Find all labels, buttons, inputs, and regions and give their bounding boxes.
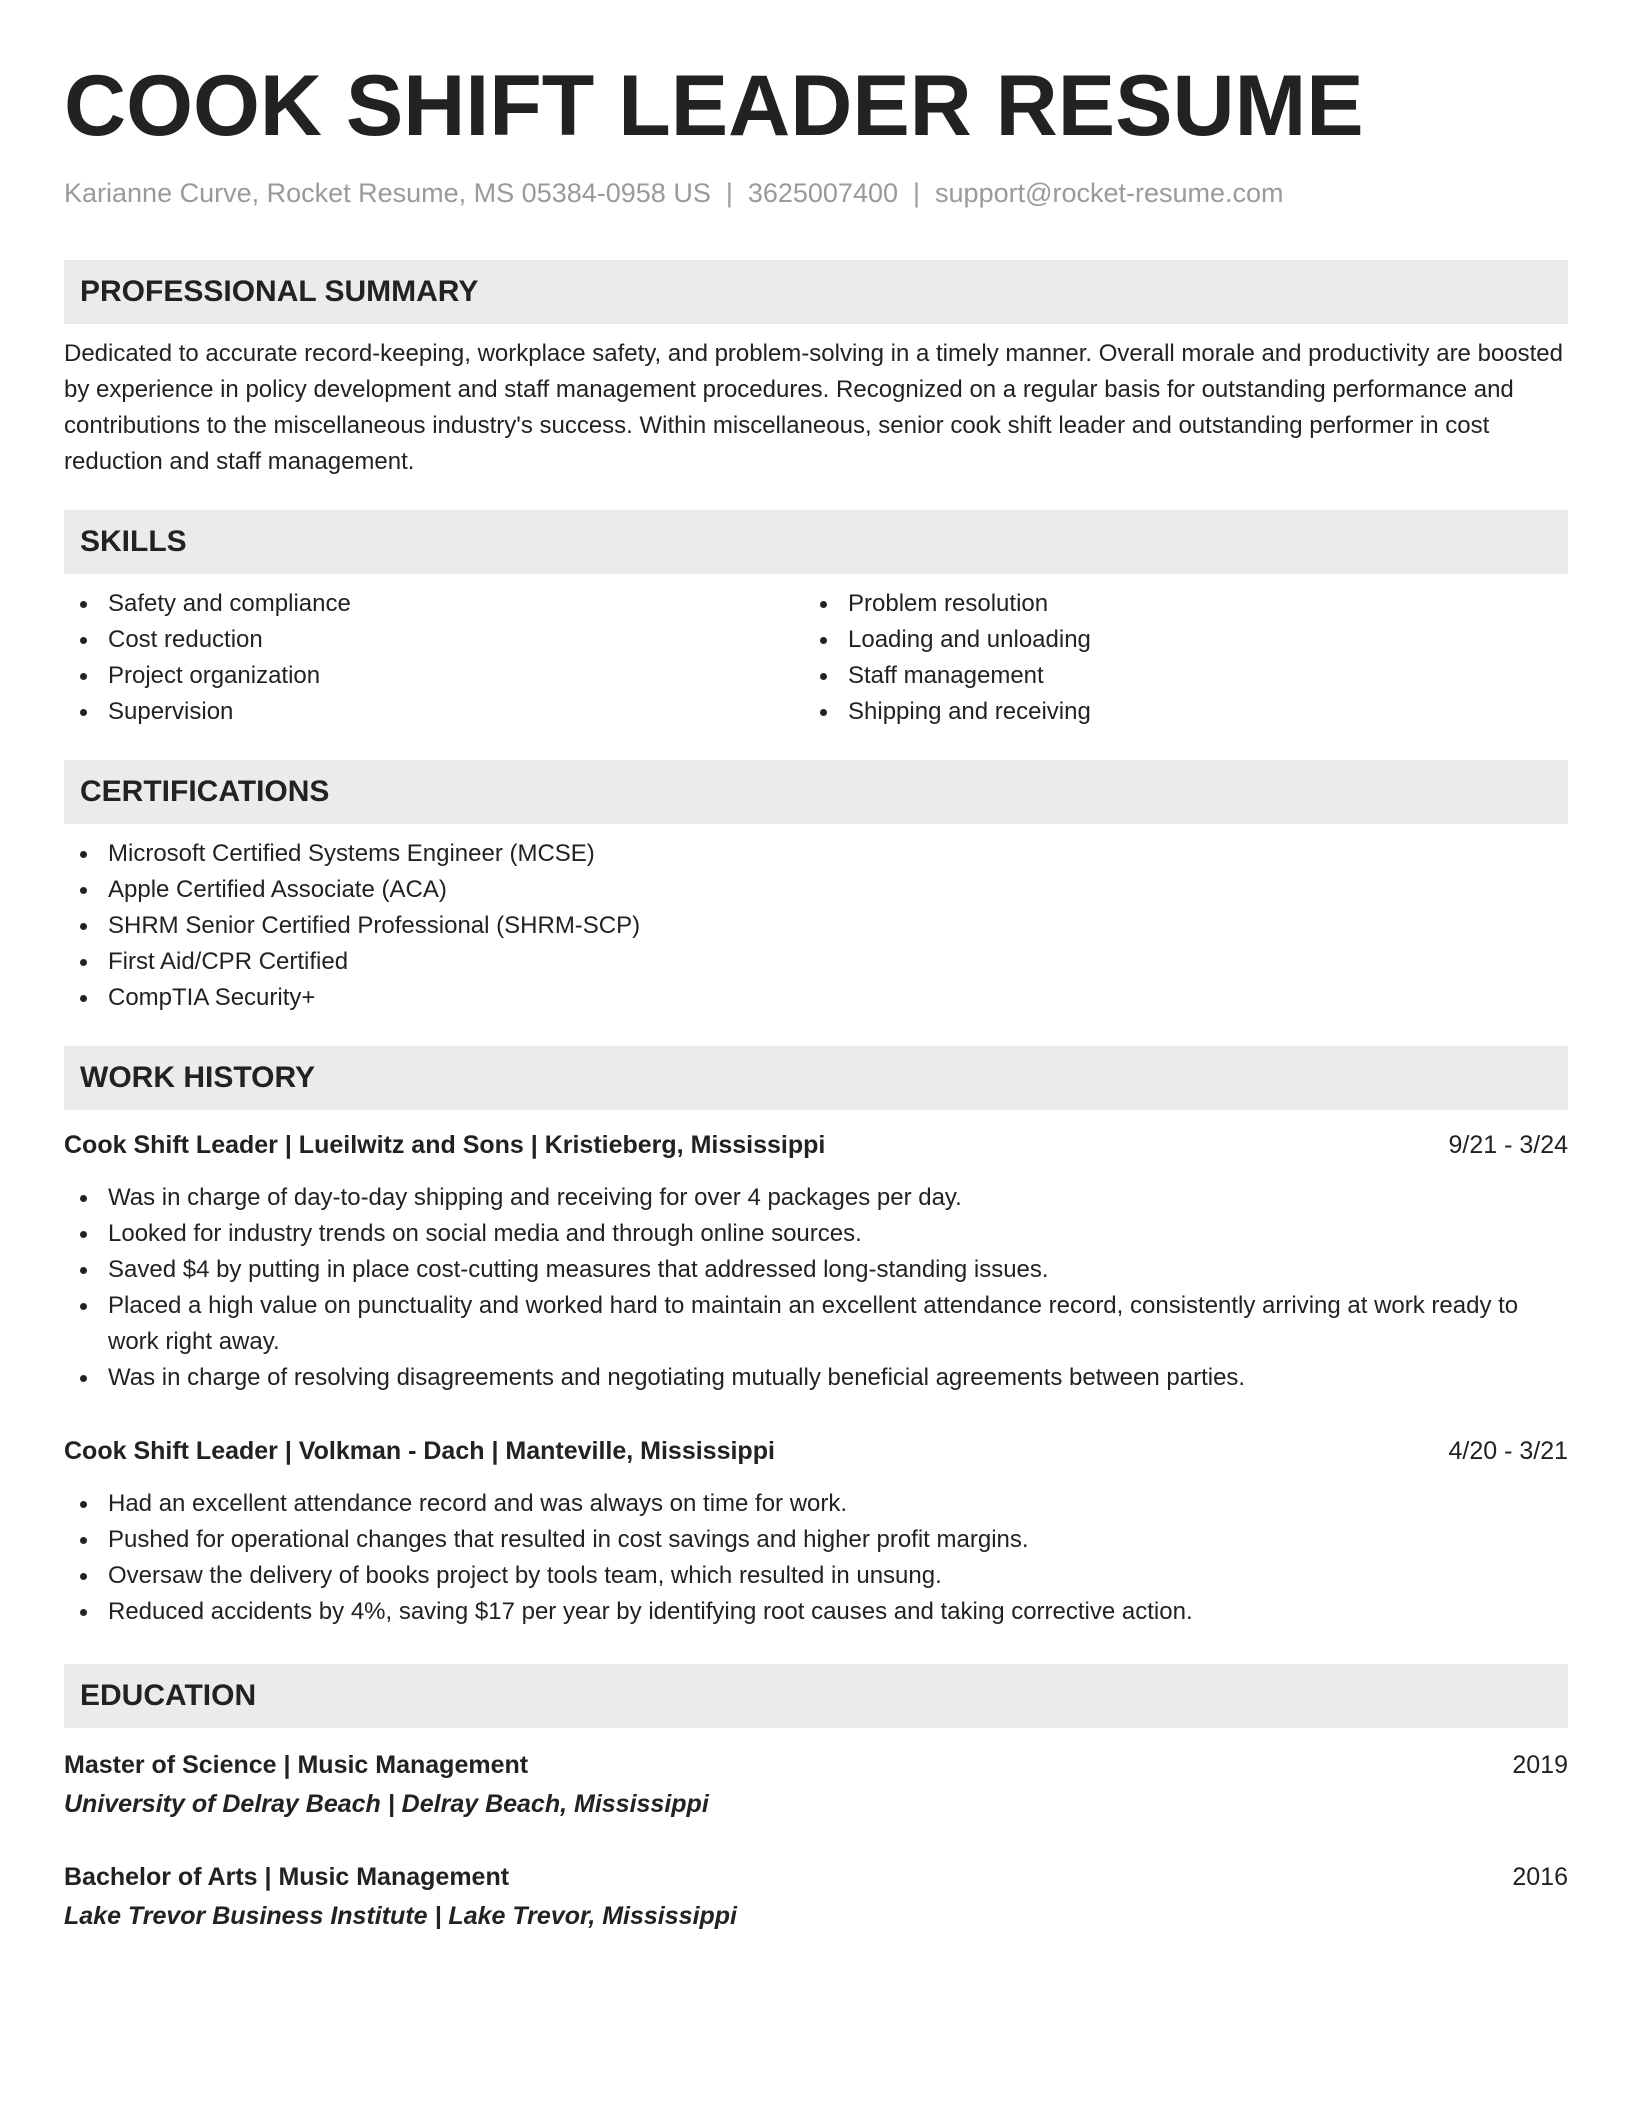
job-dates: 9/21 - 3/24 bbox=[1448, 1131, 1568, 1159]
certification-item: Apple Certified Associate (ACA) bbox=[64, 872, 1568, 908]
job-bullet: Looked for industry trends on social media and through online sources. bbox=[64, 1216, 1568, 1252]
job-entry bbox=[64, 1434, 1568, 1630]
job-bullets bbox=[64, 1486, 1568, 1630]
job-header bbox=[64, 1128, 1568, 1162]
work-history-heading: WORK HISTORY bbox=[64, 1046, 1568, 1110]
contact-line bbox=[64, 176, 1568, 210]
job-bullet: Pushed for operational changes that resulted in cost savings and higher profit margins. bbox=[64, 1522, 1568, 1558]
job-bullet: Was in charge of day-to-day shipping and receiving for over 4 packages per day. bbox=[64, 1180, 1568, 1216]
degree-title: Bachelor of Arts | Music Management bbox=[64, 1863, 510, 1891]
contact-email: support@rocket-resume.com bbox=[935, 178, 1284, 208]
job-header bbox=[64, 1434, 1568, 1468]
certifications-list bbox=[64, 836, 1568, 1016]
education-header bbox=[64, 1860, 1568, 1894]
summary-text: Dedicated to accurate record-keeping, workplace safety, and problem-solving in a timely manner. Overall morale and productivity are boosted by experience in policy development and staff management procedures. Recognized on a regular basis for outstanding performance and contributions to the miscellaneous industry's success. Within miscellaneous, senior cook shift leader and outstanding performer in cost reduction and staff management. bbox=[64, 340, 1563, 475]
job-bullet: Had an excellent attendance record and was always on time for work. bbox=[64, 1486, 1568, 1522]
skill-item: Shipping and receiving bbox=[804, 694, 1544, 730]
skills-column-right bbox=[804, 586, 1544, 730]
certification-item: First Aid/CPR Certified bbox=[64, 944, 1568, 980]
skill-item: Supervision bbox=[64, 694, 804, 730]
education-heading: EDUCATION bbox=[64, 1664, 1568, 1728]
skills-column-left bbox=[64, 586, 804, 730]
degree-title: Master of Science | Music Management bbox=[64, 1751, 529, 1779]
contact-separator: | bbox=[725, 178, 733, 208]
graduation-year: 2016 bbox=[1512, 1863, 1568, 1891]
school-name: University of Delray Beach | Delray Beach, Mississippi bbox=[64, 1790, 709, 1818]
certification-item: CompTIA Security+ bbox=[64, 980, 1568, 1016]
education-header bbox=[64, 1748, 1568, 1782]
job-title: Cook Shift Leader | Volkman - Dach | Manteville, Mississippi bbox=[64, 1437, 775, 1465]
skills-heading: SKILLS bbox=[64, 510, 1568, 574]
school-name: Lake Trevor Business Institute | Lake Trevor, Mississippi bbox=[64, 1902, 737, 1930]
job-dates: 4/20 - 3/21 bbox=[1448, 1437, 1568, 1465]
skill-item: Problem resolution bbox=[804, 586, 1544, 622]
contact-address: Karianne Curve, Rocket Resume, MS 05384-0958 US bbox=[64, 178, 711, 208]
job-bullet: Reduced accidents by 4%, saving $17 per year by identifying root causes and taking corrective action. bbox=[64, 1594, 1568, 1630]
skill-item: Project organization bbox=[64, 658, 804, 694]
education-entry bbox=[64, 1748, 1568, 1822]
certification-item: SHRM Senior Certified Professional (SHRM-SCP) bbox=[64, 908, 1568, 944]
resume-title: COOK SHIFT LEADER RESUME bbox=[64, 58, 1364, 154]
job-bullet: Oversaw the delivery of books project by tools team, which resulted in unsung. bbox=[64, 1558, 1568, 1594]
certification-item: Microsoft Certified Systems Engineer (MCSE) bbox=[64, 836, 1568, 872]
skills-grid bbox=[64, 586, 1568, 730]
job-bullet: Was in charge of resolving disagreements and negotiating mutually beneficial agreements between parties. bbox=[64, 1360, 1568, 1396]
skill-item: Staff management bbox=[804, 658, 1544, 694]
job-bullet: Placed a high value on punctuality and worked hard to maintain an excellent attendance record, consistently arriving at work ready to work right away. bbox=[64, 1288, 1568, 1360]
certifications-heading: CERTIFICATIONS bbox=[64, 760, 1568, 824]
education-entry bbox=[64, 1860, 1568, 1934]
job-bullets bbox=[64, 1180, 1568, 1396]
contact-phone: 3625007400 bbox=[747, 178, 899, 208]
skill-item: Cost reduction bbox=[64, 622, 804, 658]
contact-separator: | bbox=[913, 178, 921, 208]
skill-item: Safety and compliance bbox=[64, 586, 804, 622]
job-title: Cook Shift Leader | Lueilwitz and Sons | Kristieberg, Mississippi bbox=[64, 1131, 826, 1159]
summary-heading: PROFESSIONAL SUMMARY bbox=[64, 260, 1568, 324]
job-bullet: Saved $4 by putting in place cost-cutting measures that addressed long-standing issues. bbox=[64, 1252, 1568, 1288]
job-entry bbox=[64, 1128, 1568, 1396]
skill-item: Loading and unloading bbox=[804, 622, 1544, 658]
graduation-year: 2019 bbox=[1512, 1751, 1568, 1779]
